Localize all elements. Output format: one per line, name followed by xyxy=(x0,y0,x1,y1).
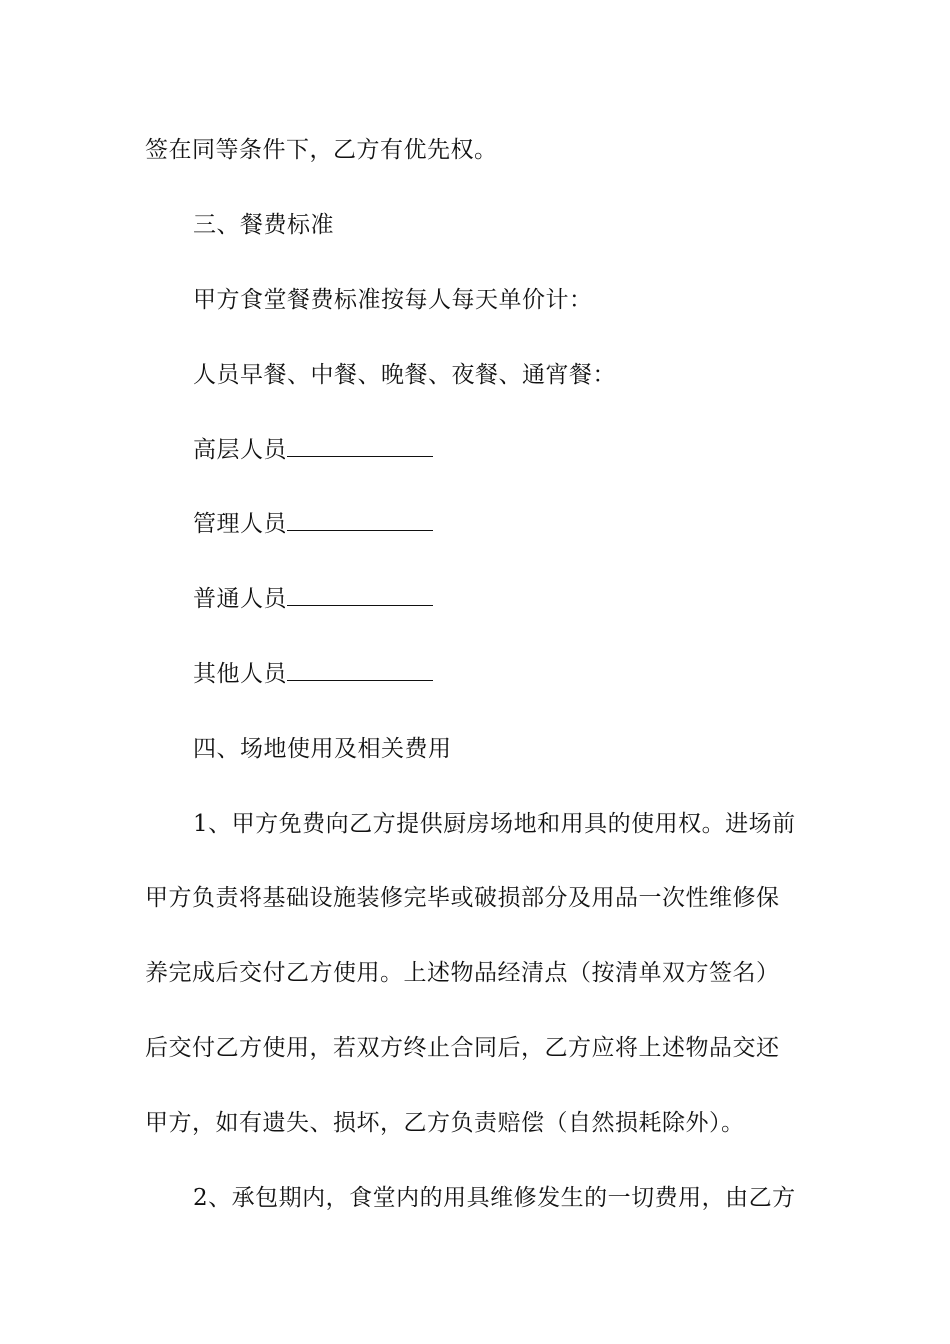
fill-in-blank xyxy=(287,434,433,457)
fill-item-other-staff xyxy=(193,658,858,690)
fill-item-regular-staff xyxy=(193,583,858,615)
paragraph-line: 甲方负责将基础设施装修完毕或破损部分及用品一次性维修保 xyxy=(145,885,780,911)
paragraph-line: 2、承包期内，食堂内的用具维修发生的一切费用，由乙方 xyxy=(193,1185,796,1211)
paragraph-line: 后交付乙方使用，若双方终止合同后，乙方应将上述物品交还 xyxy=(145,1035,780,1061)
paragraph-line: 1、甲方免费向乙方提供厨房场地和用具的使用权。进场前 xyxy=(193,811,796,837)
section-heading-venue-fees: 四、场地使用及相关费用 xyxy=(193,736,452,762)
fill-item-label: 高层人员 xyxy=(193,437,287,463)
fill-item-label: 其他人员 xyxy=(193,661,287,687)
fill-in-blank xyxy=(287,583,433,606)
fill-item-senior-staff xyxy=(193,434,858,466)
paragraph-line: 甲方食堂餐费标准按每人每天单价计： xyxy=(193,287,593,313)
paragraph-line: 人员早餐、中餐、晚餐、夜餐、通宵餐： xyxy=(193,362,616,388)
fill-in-blank xyxy=(287,658,433,681)
fill-item-label: 管理人员 xyxy=(193,511,287,537)
fill-item-label: 普通人员 xyxy=(193,586,287,612)
paragraph-line: 甲方，如有遗失、损坏，乙方负责赔偿（自然损耗除外）。 xyxy=(145,1110,745,1136)
paragraph-line: 养完成后交付乙方使用。上述物品经清点（按清单双方签名） xyxy=(145,960,780,986)
section-heading-meal-standard: 三、餐费标准 xyxy=(193,212,334,238)
paragraph-line: 签在同等条件下，乙方有优先权。 xyxy=(145,137,498,163)
fill-in-blank xyxy=(287,508,433,531)
fill-item-management-staff xyxy=(193,508,858,540)
